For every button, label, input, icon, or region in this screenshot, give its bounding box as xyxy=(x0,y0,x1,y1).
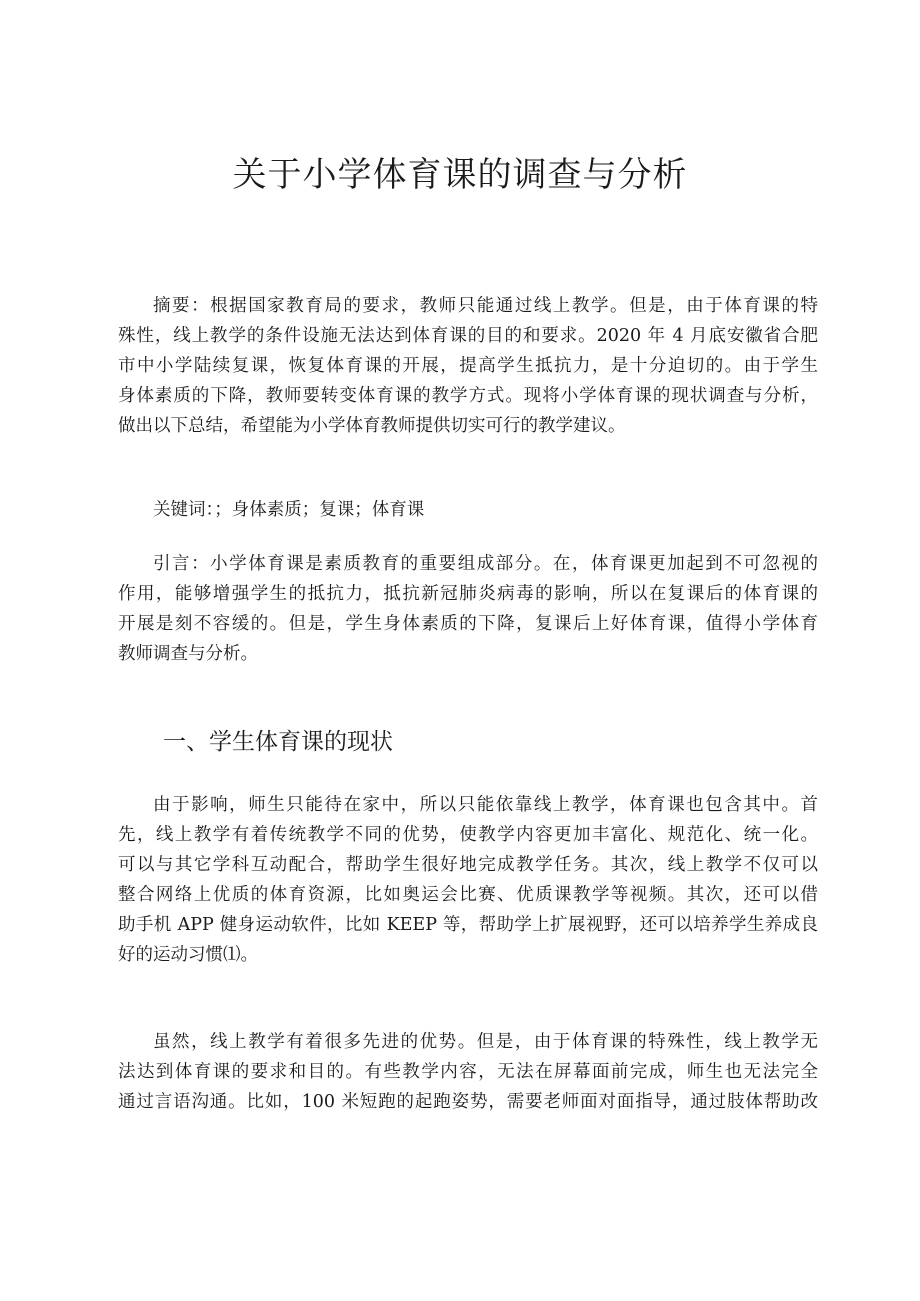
text-line: 先，线上教学有着传统教学不同的优势，使教学内容更加丰富化、规范化、统一化。 xyxy=(118,825,818,845)
text-line: 好的运动习惯⑴。 xyxy=(118,945,258,965)
section-paragraph xyxy=(118,790,818,970)
text-line: 引言：小学体育课是素质教育的重要组成部分。在，体育课更加起到不可忽视的 xyxy=(153,554,818,574)
text-line: 教师调查与分析。 xyxy=(118,644,258,664)
text-line: 作用，能够增强学生的抵抗力，抵抗新冠肺炎病毒的影响，所以在复课后的体育课的 xyxy=(118,584,818,604)
section-paragraph xyxy=(118,1027,818,1117)
text-line: 整合网络上优质的体育资源，比如奥运会比赛、优质课教学等视频。其次，还可以借 xyxy=(118,885,818,905)
keywords-line: 关键词：；身体素质；复课；体育课 xyxy=(153,500,425,520)
introduction-paragraph xyxy=(118,549,818,669)
text-line: 可以与其它学科互动配合，帮助学生很好地完成教学任务。其次，线上教学不仅可以 xyxy=(118,855,818,875)
section-heading: 一、学生体育课的现状 xyxy=(163,729,393,755)
text-line: 做出以下总结，希望能为小学体育教师提供切实可行的教学建议。 xyxy=(118,416,626,436)
text-line: 开展是刻不容缓的。但是，学生身体素质的下降，复课后上好体育课，值得小学体育 xyxy=(118,614,818,634)
document-title: 关于小学体育课的调查与分析 xyxy=(232,155,688,195)
text-line: 助手机 APP 健身运动软件，比如 KEEP 等，帮助学上扩展视野，还可以培养学生养成良 xyxy=(118,915,818,935)
text-line: 虽然，线上教学有着很多先进的优势。但是，由于体育课的特殊性，线上教学无 xyxy=(153,1032,818,1052)
text-line: 摘要：根据国家教育局的要求，教师只能通过线上教学。但是，由于体育课的特 xyxy=(153,296,818,316)
text-line: 殊性，线上教学的条件设施无法达到体育课的目的和要求。2020 年 4 月底安徽省合肥 xyxy=(118,326,818,346)
text-line: 通过言语沟通。比如，100 米短跑的起跑姿势，需要老师面对面指导，通过肢体帮助改 xyxy=(118,1092,818,1112)
keywords-paragraph xyxy=(118,495,818,525)
text-line: 由于影响，师生只能待在家中，所以只能依靠线上教学，体育课也包含其中。首 xyxy=(153,795,818,815)
abstract-paragraph xyxy=(118,291,818,441)
text-line: 市中小学陆续复课，恢复体育课的开展，提高学生抵抗力，是十分迫切的。由于学生 xyxy=(118,356,818,376)
text-line: 法达到体育课的要求和目的。有些教学内容，无法在屏幕面前完成，师生也无法完全 xyxy=(118,1062,818,1082)
text-line: 身体素质的下降，教师要转变体育课的教学方式。现将小学体育课的现状调查与分析， xyxy=(118,386,818,406)
